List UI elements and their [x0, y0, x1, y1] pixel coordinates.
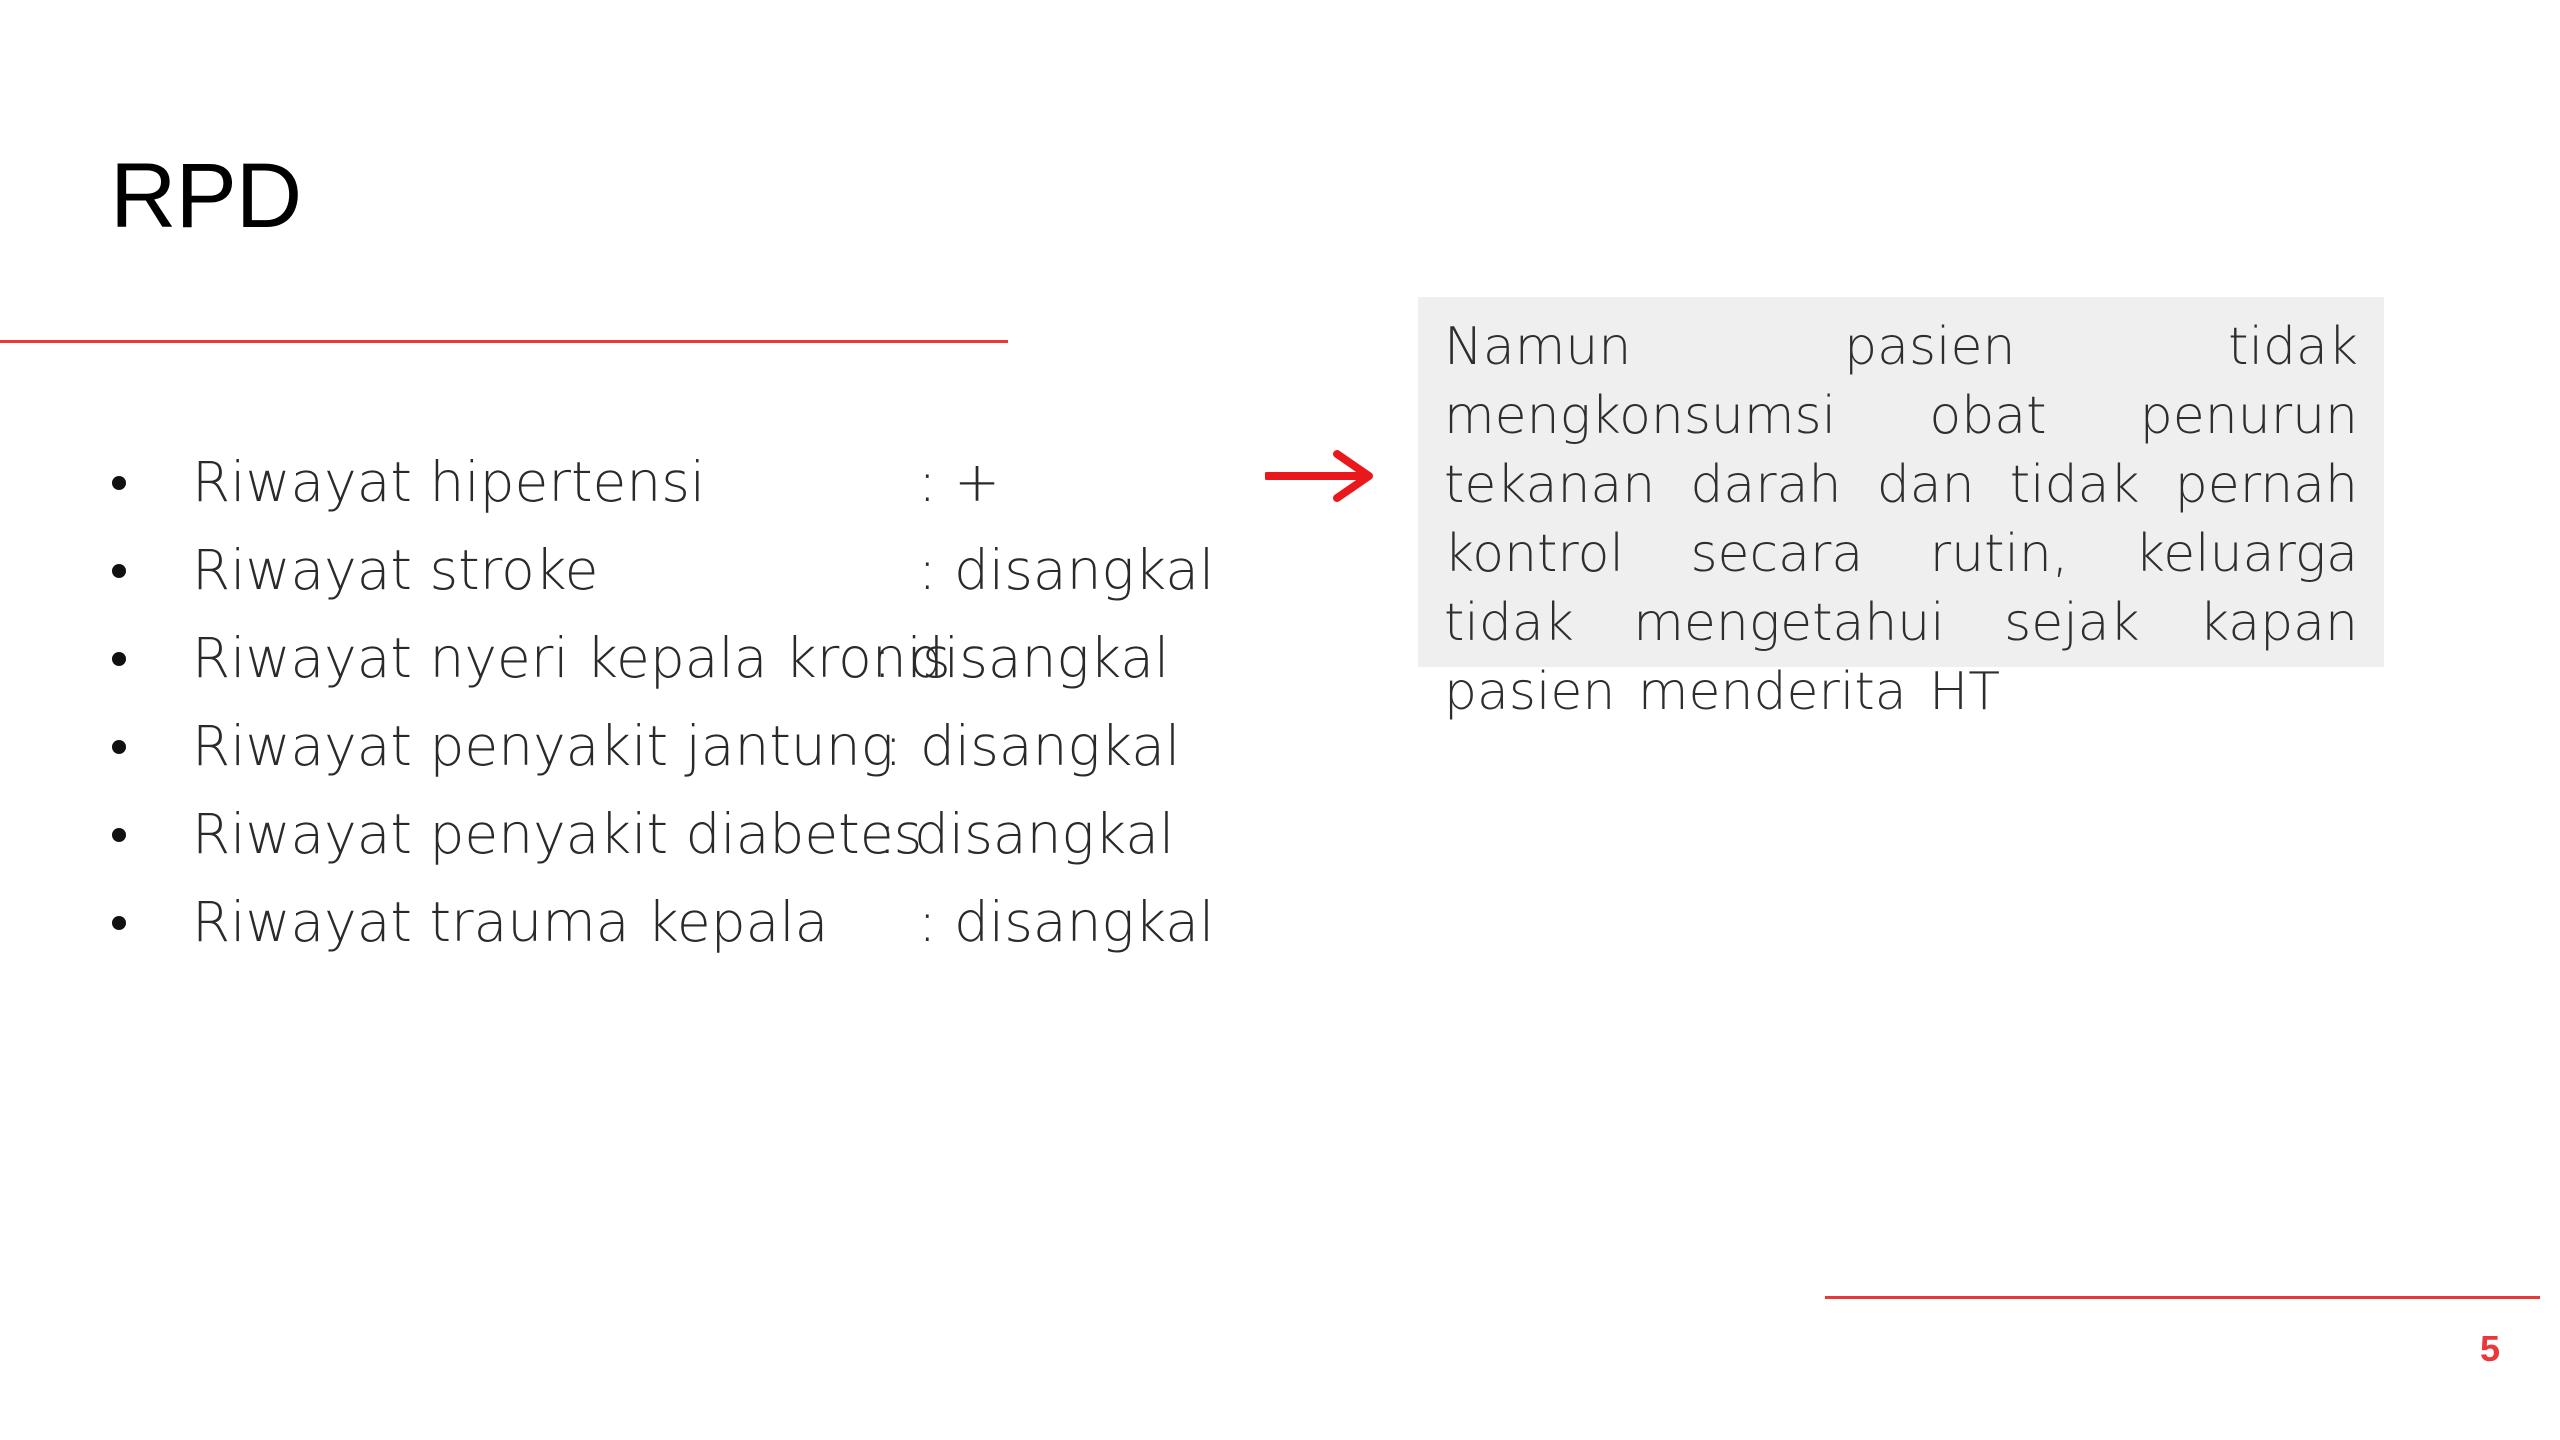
- history-value: : +: [918, 450, 1001, 514]
- history-value: : disangkal: [918, 538, 1215, 602]
- note-box: [1418, 297, 2384, 722]
- footer-divider: [1825, 1296, 2540, 1299]
- page-number: 5: [2479, 1328, 2500, 1369]
- history-value: : disangkal: [878, 802, 1175, 866]
- bullet-icon: [112, 916, 126, 930]
- history-label: Riwayat nyeri kepala kronis: [192, 626, 951, 690]
- title-divider: [0, 340, 1008, 343]
- history-value: : disangkal: [918, 890, 1215, 954]
- history-label: Riwayat trauma kepala: [192, 890, 829, 954]
- history-label: Riwayat hipertensi: [192, 450, 706, 514]
- right-arrow-icon: [1265, 448, 1377, 504]
- bullet-icon: [112, 740, 126, 754]
- bullet-icon: [112, 476, 126, 490]
- bullet-icon: [112, 564, 126, 578]
- history-label: Riwayat penyakit diabetes: [192, 802, 923, 866]
- history-label: Riwayat penyakit jantung: [192, 714, 894, 778]
- bullet-icon: [112, 828, 126, 842]
- bullet-icon: [112, 652, 126, 666]
- slide-title: RPD: [110, 145, 302, 247]
- history-label: Riwayat stroke: [192, 538, 599, 602]
- history-value: : disangkal: [884, 714, 1181, 778]
- history-value: : disangkal: [873, 626, 1170, 690]
- note-text: Namun pasien tidak mengkonsumsi obat penurun tekanan darah dan tidak pernah kontrol secara rutin, keluarga tidak mengetahui sejak kapan pasien menderita HT: [1444, 317, 2358, 722]
